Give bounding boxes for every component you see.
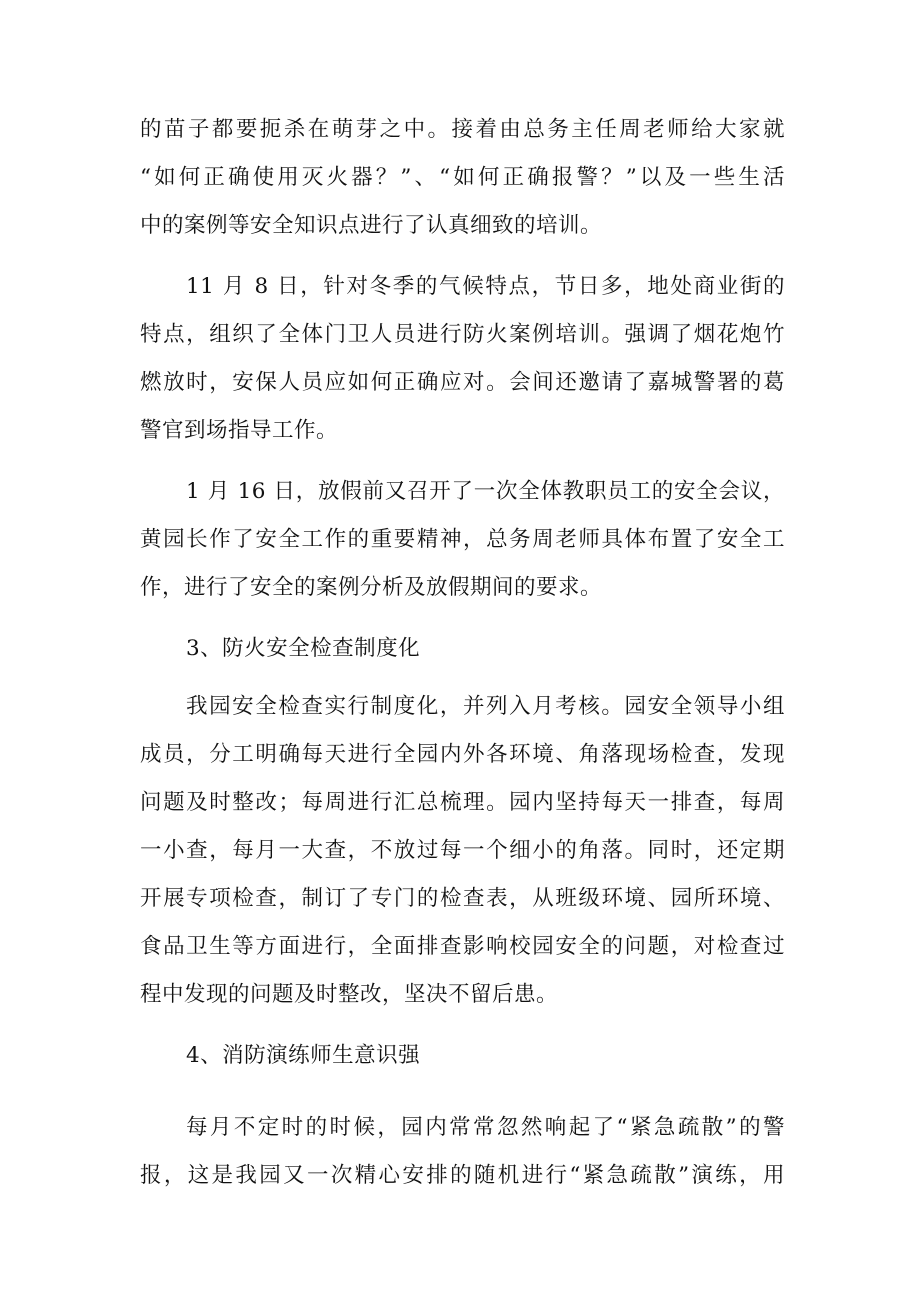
text-line: 11 月 8 日，针对冬季的气候特点，节日多，地处商业街的 <box>186 274 785 299</box>
paragraph-inspection <box>140 683 785 1019</box>
text-line: 开展专项检查，制订了专门的检查表，从班级环境、园所环境、 <box>140 886 785 911</box>
text-line: 一小查，每月一大查，不放过每一个细小的角落。同时，还定期 <box>140 838 785 863</box>
text-line: 的苗子都要扼杀在萌芽之中。接着由总务主任周老师给大家就 <box>140 117 785 142</box>
text-line: 我园安全检查实行制度化，并列入月考核。园安全领导小组 <box>186 694 785 719</box>
text-line: 燃放时，安保人员应如何正确应对。会间还邀请了嘉城警署的葛 <box>140 370 785 395</box>
paragraph-jan-16 <box>140 468 785 612</box>
text-line: 警官到场指导工作。 <box>140 418 339 443</box>
paragraph-nov-8 <box>140 263 785 455</box>
paragraph-training-continued <box>140 106 785 250</box>
section-heading-3: 3、防火安全检查制度化 <box>186 636 421 661</box>
text-line: 特点，组织了全体门卫人员进行防火案例培训。强调了烟花炮竹 <box>140 322 785 347</box>
paragraph-drill <box>140 1104 785 1200</box>
section-heading-4: 4、消防演练师生意识强 <box>186 1043 421 1068</box>
text-line: 问题及时整改；每周进行汇总梳理。园内坚持每天一排查，每周 <box>140 790 785 815</box>
text-line: 1 月 16 日，放假前又召开了一次全体教职员工的安全会议， <box>186 479 785 504</box>
text-line: 每月不定时的时候，园内常常忽然响起了“紧急疏散”的警 <box>186 1115 785 1140</box>
text-line: 食品卫生等方面进行，全面排查影响校园安全的问题，对检查过 <box>140 934 785 959</box>
text-line: 成员，分工明确每天进行全园内外各环境、角落现场检查，发现 <box>140 742 785 767</box>
text-line: 黄园长作了安全工作的重要精神，总务周老师具体布置了安全工 <box>140 527 785 552</box>
text-line: 报，这是我园又一次精心安排的随机进行“紧急疏散”演练，用 <box>140 1163 785 1188</box>
text-line: 中的案例等安全知识点进行了认真细致的培训。 <box>140 213 603 238</box>
text-line: 程中发现的问题及时整改，坚决不留后患。 <box>140 982 559 1007</box>
text-line: 作，进行了安全的案例分析及放假期间的要求。 <box>140 575 603 600</box>
text-line: “如何正确使用灭火器？”、“如何正确报警？”以及一些生活 <box>140 165 785 190</box>
document-page <box>140 106 785 1213</box>
